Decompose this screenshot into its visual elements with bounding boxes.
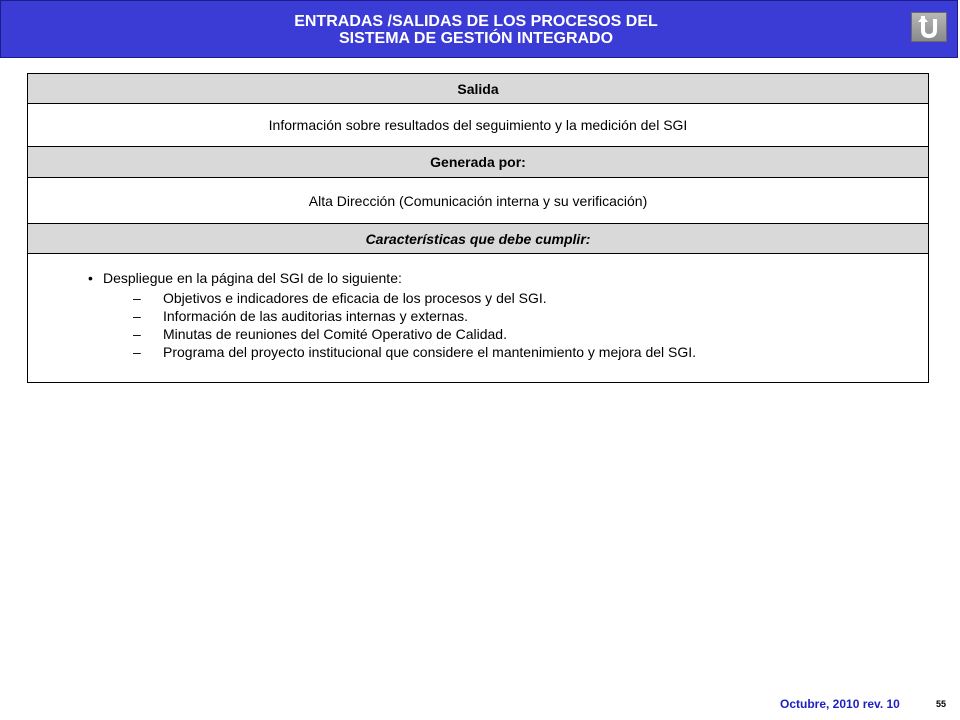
dash-marker: – — [133, 326, 141, 342]
list-item — [133, 308, 468, 324]
list-item-text: Programa del proyecto institucional que considere el mantenimiento y mejora del SGI. — [163, 344, 697, 360]
generada-label: Generada por: — [430, 154, 526, 170]
dash-marker: – — [133, 290, 141, 306]
generada-value-row — [27, 177, 929, 224]
list-item — [133, 344, 696, 360]
list-bullet-item — [88, 270, 402, 286]
bullet-marker: • — [88, 270, 93, 286]
back-button[interactable] — [911, 12, 947, 42]
list-item-text: Objetivos e indicadores de eficacia de los procesos y del SGI. — [163, 290, 547, 306]
page-header — [0, 0, 958, 58]
dash-marker: – — [133, 344, 141, 360]
salida-label-row — [27, 73, 929, 104]
caracteristicas-label-row — [27, 223, 929, 254]
dash-marker: – — [133, 308, 141, 324]
generada-label-row — [27, 146, 929, 178]
page-number: 55 — [936, 699, 947, 709]
list-item-text: Minutas de reuniones del Comité Operativo de Calidad. — [163, 326, 507, 342]
caracteristicas-list — [27, 253, 929, 383]
caracteristicas-label: Características que debe cumplir: — [365, 230, 591, 247]
bullet-text: Despliegue en la página del SGI de lo siguiente: — [103, 270, 402, 286]
list-item — [133, 326, 507, 342]
list-item-text: Información de las auditorias internas y externas. — [163, 308, 469, 324]
salida-value: Información sobre resultados del seguimiento y la medición del SGI — [268, 117, 688, 133]
title-line-2: SISTEMA DE GESTIÓN INTEGRADO — [338, 30, 614, 47]
list-item — [133, 290, 547, 306]
generada-value: Alta Dirección (Comunicación interna y su verificación) — [308, 192, 648, 209]
salida-label: Salida — [457, 80, 499, 97]
footer-date: Octubre, 2010 rev. 10 — [780, 697, 900, 711]
salida-value-row — [27, 103, 929, 147]
title-line-1: ENTRADAS /SALIDAS DE LOS PROCESOS DEL — [294, 13, 658, 30]
page-title — [1, 13, 960, 47]
